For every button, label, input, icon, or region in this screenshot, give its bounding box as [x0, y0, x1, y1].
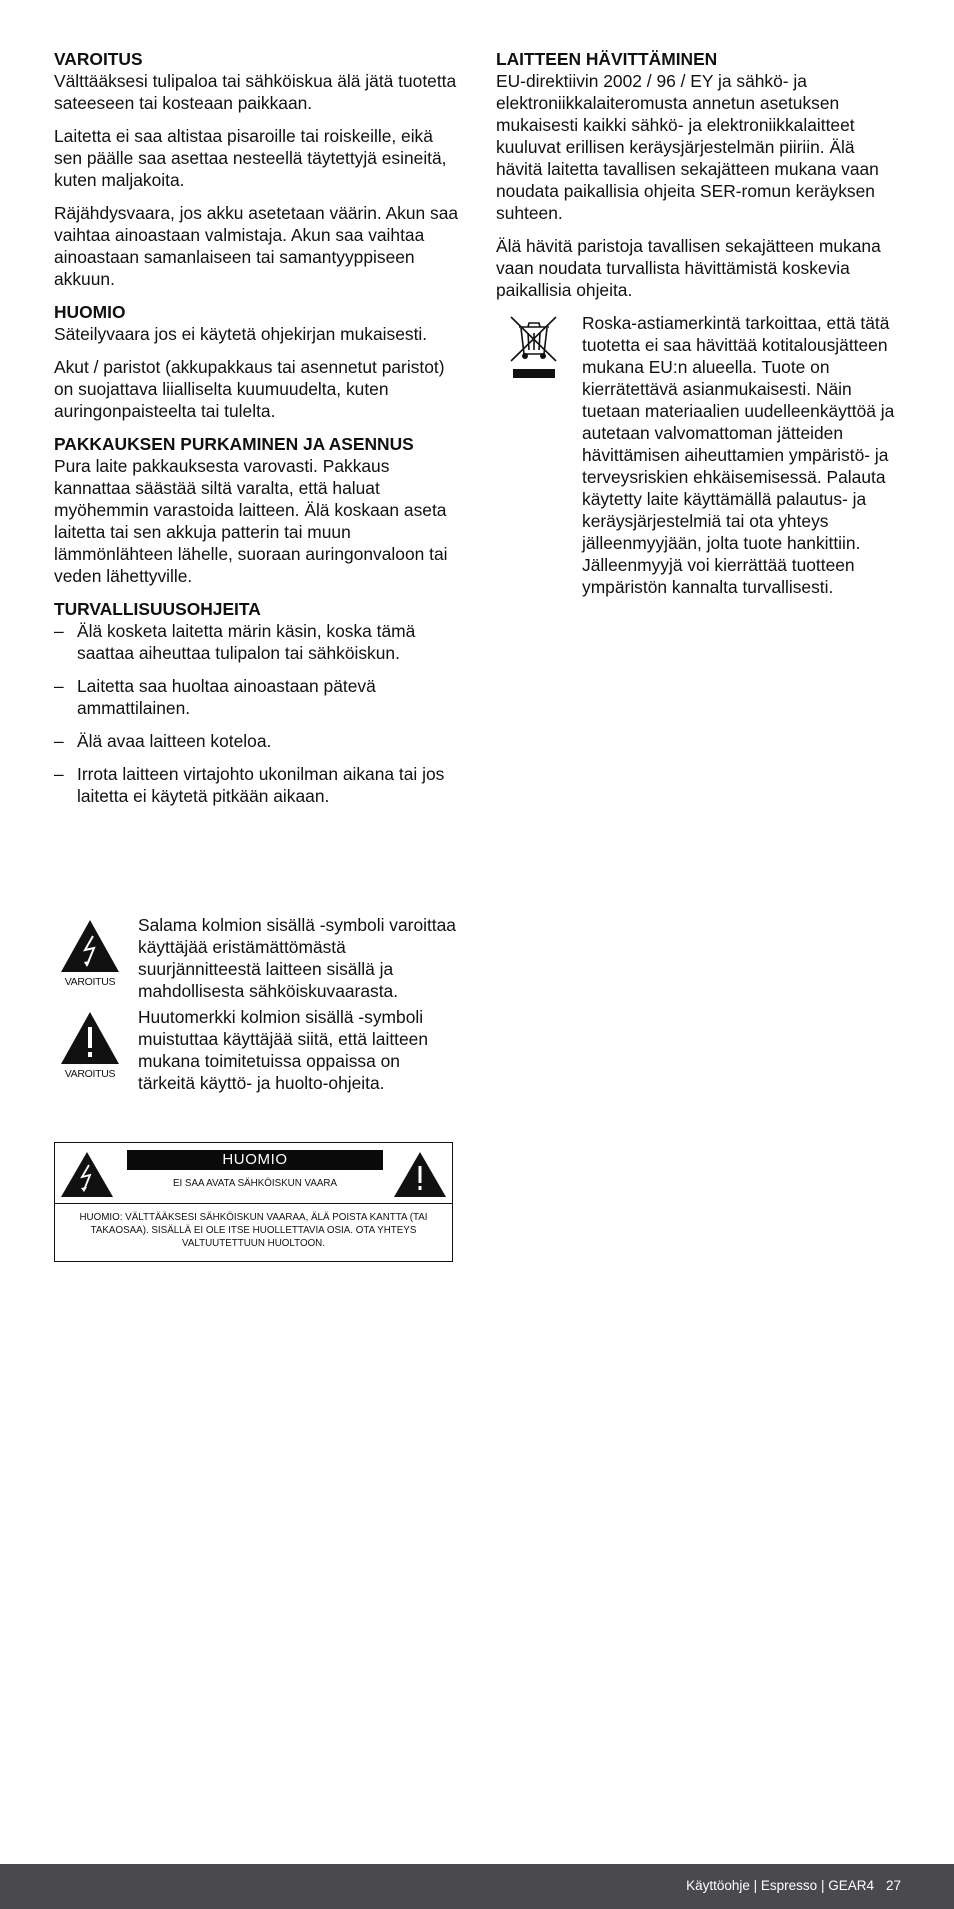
paragraph: Akut / paristot (akkupakkaus tai asennetut paristot) on suojattava liialliselta kuumuudelta, kuten auringonpaisteelta tai tulelta. — [54, 357, 445, 421]
warning-label-header — [55, 1143, 452, 1204]
paragraph: Säteilyvaara jos ei käytetä ohjekirjan mukaisesti. — [54, 324, 428, 344]
paragraph: Laitetta ei saa altistaa pisaroille tai roiskeille, eikä sen päälle saa asettaa nesteellä täytettyjä esineitä, kuten maljakoita. — [54, 126, 447, 190]
symbol-description: Huutomerkki kolmion sisällä -symboli muistuttaa käyttäjää siitä, että laitteen mukana toimitetuissa oppaissa on tärkeitä käyttö- ja huolto-ohjeita. — [138, 1007, 429, 1093]
list-item-text: Irrota laitteen virtajohto ukonilman aikana tai jos laitetta ei käytetä pitkään aikaan. — [77, 764, 445, 806]
right-column — [496, 48, 904, 598]
safety-list — [54, 620, 459, 807]
section-caution — [54, 301, 459, 422]
list-item — [54, 675, 459, 719]
exclamation-triangle-icon — [393, 1151, 447, 1198]
lightning-triangle-icon — [60, 1151, 114, 1198]
section-safety — [54, 598, 459, 807]
list-item — [54, 763, 459, 807]
section-title-caution: HUOMIO — [54, 302, 126, 322]
section-title-unpacking: PAKKAUKSEN PURKAMINEN JA ASENNUS — [54, 434, 414, 454]
symbol-caption: VAROITUS — [64, 976, 116, 988]
list-dash: – — [54, 764, 64, 784]
weee-notice — [496, 312, 904, 598]
list-item — [54, 620, 459, 664]
symbol-description: Salama kolmion sisällä -symboli varoittaa käyttäjää eristämättömästä suurjännitteestä laitteen sisällä ja mahdollisesta sähköiskuvaarasta. — [138, 915, 456, 1001]
paragraph: Älä hävitä paristoja tavallisen sekajätteen mukana vaan noudata turvallista hävittämistä koskevia paikallisia ohjeita. — [496, 236, 881, 300]
section-warning — [54, 48, 459, 290]
list-dash: – — [54, 621, 64, 641]
page-number: 27 — [885, 1878, 901, 1893]
warning-label-subtitle: EI SAA AVATA SÄHKÖISKUN VAARA — [172, 1178, 338, 1189]
paragraph: Pura laite pakkauksesta varovasti. Pakkaus kannattaa säästää siltä varalta, että haluat myöhemmin varastoida laitteen. Älä koskaan aseta laitetta tai sen akkuja patterin tai muun lämmönlähteen lähelle, suoraan auringonvaloon tai veden lähettyville. — [54, 456, 448, 586]
warning-label-banner: HUOMIO — [127, 1150, 383, 1170]
paragraph: Räjähdysvaara, jos akku asetetaan väärin. Akun saa vaihtaa ainoastaan valmistaja. Akun saa vaihtaa ainoastaan samanlaiseen tai samantyyppiseen akkuun. — [54, 203, 459, 289]
shock-warning-label — [54, 1142, 453, 1262]
weee-text: Roska-astiamerkintä tarkoittaa, että tätä tuotetta ei saa hävittää kotitalousjätteen mukana EU:n alueella. Tuote on kierrätettävä asianmukaisesti. Näin tuetaan materiaalien uudelleenkäyttöä ja autetaan valvomattoman jätteiden hävittämisen aiheuttamien ympäristö- ja terveysriskien ehkäisemisessä. Palauta käytetty laite käyttämällä palautus- ja keräysjärjestelmiä tai ota yhteys jälleenmyyjään, jolta tuote hankittiin. Jälleenmyyjä voi kierrättää tuotteen ympäristön kannalta turvallisesti. — [582, 313, 895, 597]
lightning-triangle-icon — [54, 914, 138, 1002]
list-dash: – — [54, 731, 64, 751]
exclamation-triangle-icon — [54, 1006, 138, 1094]
list-item-text: Älä avaa laitteen koteloa. — [77, 731, 272, 751]
section-title-disposal: LAITTEEN HÄVITTÄMINEN — [496, 49, 718, 69]
footer-text — [686, 1877, 901, 1895]
list-item — [54, 730, 459, 752]
footer-title: Käyttöohje | Espresso | GEAR4 — [686, 1878, 874, 1893]
safety-symbols — [54, 914, 459, 1098]
list-item-text: Älä kosketa laitetta märin käsin, koska tämä saattaa aiheuttaa tulipalon tai sähköiskun. — [77, 621, 416, 663]
symbol-row-lightning — [54, 914, 459, 1002]
list-item-text: Laitetta saa huoltaa ainoastaan pätevä ammattilainen. — [77, 676, 376, 718]
crossed-bin-icon — [496, 312, 582, 598]
section-title-safety: TURVALLISUUSOHJEITA — [54, 599, 261, 619]
left-column — [54, 48, 459, 818]
symbol-caption: VAROITUS — [64, 1068, 116, 1080]
warning-label-text: HUOMIO: VÄLTTÄÄKSESI SÄHKÖISKUN VAARAA, ÄLÄ POISTA KANTTA (TAI TAKAOSAA). SISÄLLÄ EI OLE ITSE HUOLLETTAVIA OSIA. OTA YHTEYS VALTUUTETTUUN HUOLTOON. — [79, 1212, 428, 1249]
page-footer — [0, 1864, 954, 1909]
list-dash: – — [54, 676, 64, 696]
section-title-warning: VAROITUS — [54, 49, 143, 69]
symbol-row-exclamation — [54, 1006, 459, 1094]
paragraph: EU-direktiivin 2002 / 96 / EY ja sähkö- ja elektroniikkalaiteromusta annetun asetuksen mukaisesti kaikki sähkö- ja elektroniikkalaitteet kuuluvat erillisen keräysjärjestelmän piiriin. Älä hävitä laitetta tavallisen sekajätteen mukana vaan noudata paikallisia ohjeita SER-romun keräyksen suhteen. — [496, 71, 879, 223]
section-unpacking — [54, 433, 459, 587]
paragraph: Välttääksesi tulipaloa tai sähköiskua älä jätä tuotetta sateeseen tai kosteaan paikkaan. — [54, 71, 457, 113]
